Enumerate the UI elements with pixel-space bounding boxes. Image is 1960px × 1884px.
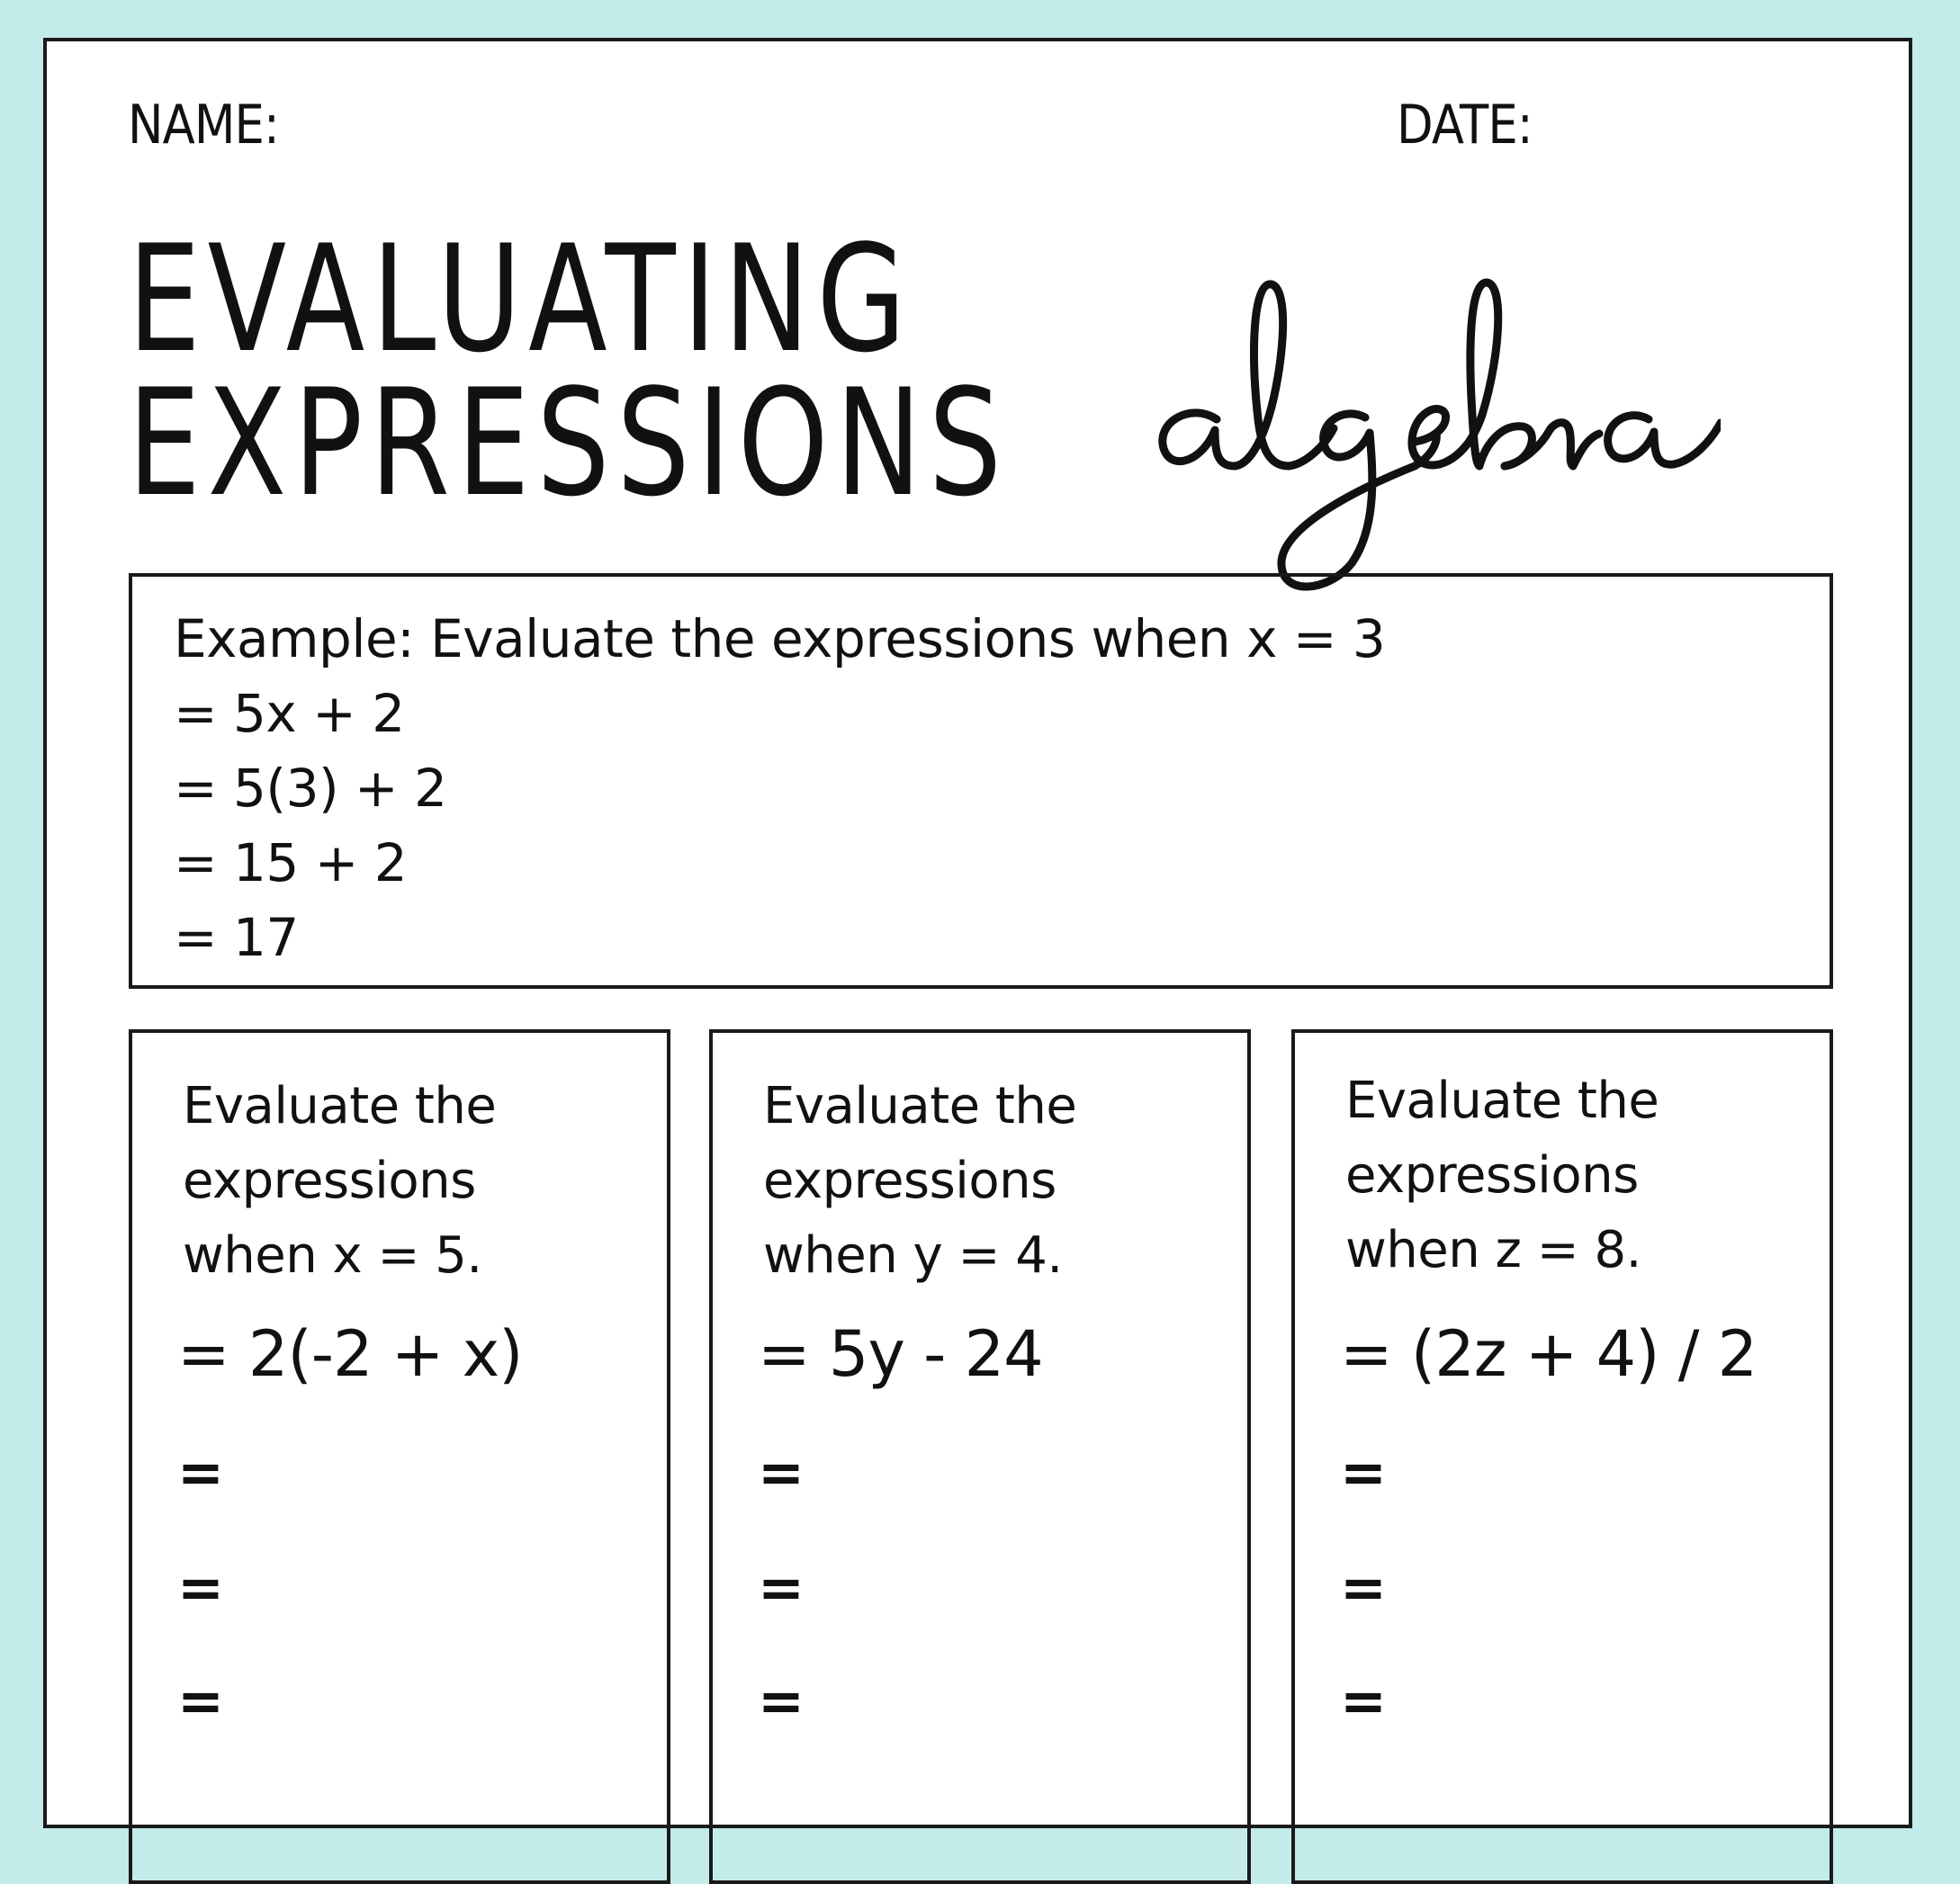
example-box: [129, 573, 1833, 989]
instruction-line: Evaluate the: [183, 1077, 497, 1135]
example-step: = 17: [174, 907, 299, 968]
instruction-line: Evaluate the: [1345, 1072, 1659, 1130]
problem-expression: = (2z + 4) / 2: [1340, 1317, 1758, 1391]
problem-box-2: [709, 1029, 1251, 1884]
algebra-script-logo: [1145, 230, 1721, 608]
instruction-line: when z = 8.: [1345, 1221, 1641, 1279]
name-label: NAME:: [128, 94, 279, 157]
answer-line[interactable]: =: [177, 1555, 224, 1620]
instruction-line: expressions: [183, 1152, 476, 1210]
instruction-line: expressions: [1345, 1146, 1639, 1205]
problem-expression: = 5y - 24: [758, 1317, 1043, 1391]
title-line-2: EXPRESSIONS: [128, 357, 1009, 529]
example-heading: Example: Evaluate the expressions when x = 3: [174, 608, 1386, 669]
instruction-line: expressions: [763, 1152, 1056, 1210]
answer-line[interactable]: =: [758, 1668, 805, 1734]
problem-expression: = 2(-2 + x): [177, 1317, 523, 1391]
example-step: = 5x + 2: [174, 683, 405, 744]
worksheet-page: [43, 38, 1912, 1828]
problem-box-1: [129, 1029, 670, 1884]
example-step: = 5(3) + 2: [174, 758, 447, 819]
instruction-line: when y = 4.: [763, 1226, 1063, 1285]
answer-line[interactable]: =: [1340, 1555, 1387, 1620]
instruction-line: Evaluate the: [763, 1077, 1077, 1135]
problem-instruction: [1345, 1063, 1659, 1287]
problem-instruction: [763, 1069, 1076, 1293]
answer-line[interactable]: =: [758, 1555, 805, 1620]
answer-line[interactable]: =: [758, 1440, 805, 1505]
instruction-line: when x = 5.: [183, 1226, 482, 1285]
example-step: = 15 + 2: [174, 832, 408, 893]
answer-line[interactable]: =: [1340, 1668, 1387, 1734]
problem-instruction: [183, 1069, 496, 1293]
date-label: DATE:: [1397, 94, 1533, 157]
answer-line[interactable]: =: [1340, 1440, 1387, 1505]
answer-line[interactable]: =: [177, 1668, 224, 1734]
problem-box-3: [1291, 1029, 1833, 1884]
title-line-1: EVALUATING: [128, 213, 913, 385]
answer-line[interactable]: =: [177, 1440, 224, 1505]
